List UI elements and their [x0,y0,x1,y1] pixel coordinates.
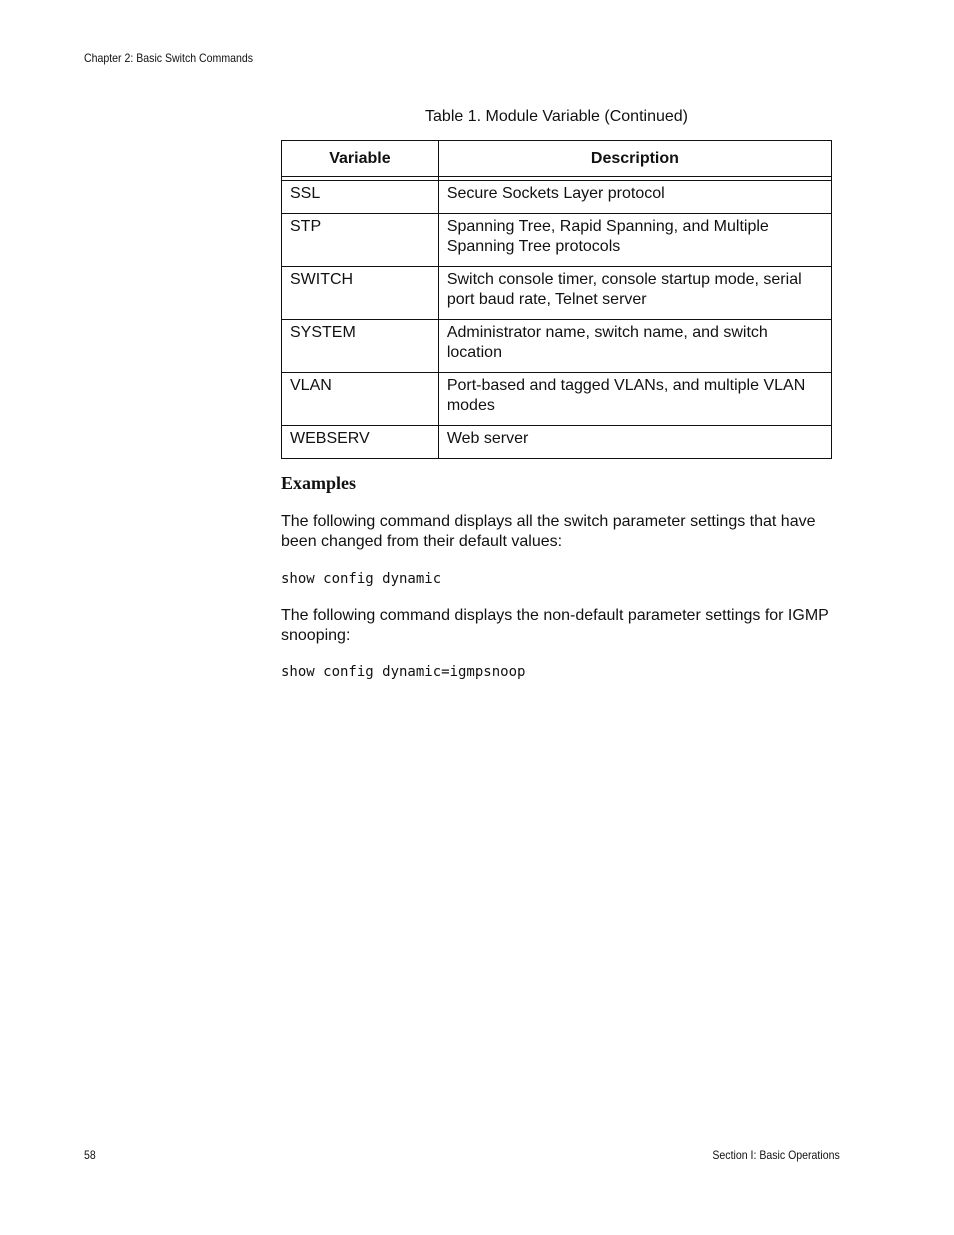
table-row [282,426,832,459]
table-row [282,373,832,426]
table-row [282,267,832,320]
description-cell: Secure Sockets Layer protocol [438,181,831,214]
variable-cell: WEBSERV [282,426,439,459]
example-description-2: The following command displays the non-default parameter settings for IGMP snooping: [281,607,829,644]
example-description-1: The following command displays all the switch parameter settings that have been changed from their default values: [281,513,816,550]
table-caption: Table 1. Module Variable (Continued) [425,108,688,125]
variable-cell: SYSTEM [282,320,439,373]
table-row [282,181,832,214]
examples-heading: Examples [281,473,357,493]
variable-cell: VLAN [282,373,439,426]
description-cell: Web server [438,426,831,459]
variable-cell: STP [282,214,439,267]
variable-cell: SWITCH [282,267,439,320]
description-cell: Switch console timer, console startup mode, serial port baud rate, Telnet server [438,267,831,320]
table-header-row [282,141,832,177]
page-number: 58 [84,1148,96,1162]
running-header-chapter: Chapter 2: Basic Switch Commands [84,51,254,65]
table-row [282,214,832,267]
description-cell: Port-based and tagged VLANs, and multiple VLAN modes [438,373,831,426]
example-command-1: show config dynamic [281,571,442,587]
description-cell: Administrator name, switch name, and switch location [438,320,831,373]
column-header-variable: Variable [282,141,439,177]
column-header-description: Description [438,141,831,177]
footer-section: Section I: Basic Operations [712,1148,840,1162]
example-command-2: show config dynamic=igmpsnoop [281,664,526,680]
table-row [282,320,832,373]
variable-cell: SSL [282,181,439,214]
description-cell: Spanning Tree, Rapid Spanning, and Multiple Spanning Tree protocols [438,214,831,267]
module-variable-table [281,140,832,459]
